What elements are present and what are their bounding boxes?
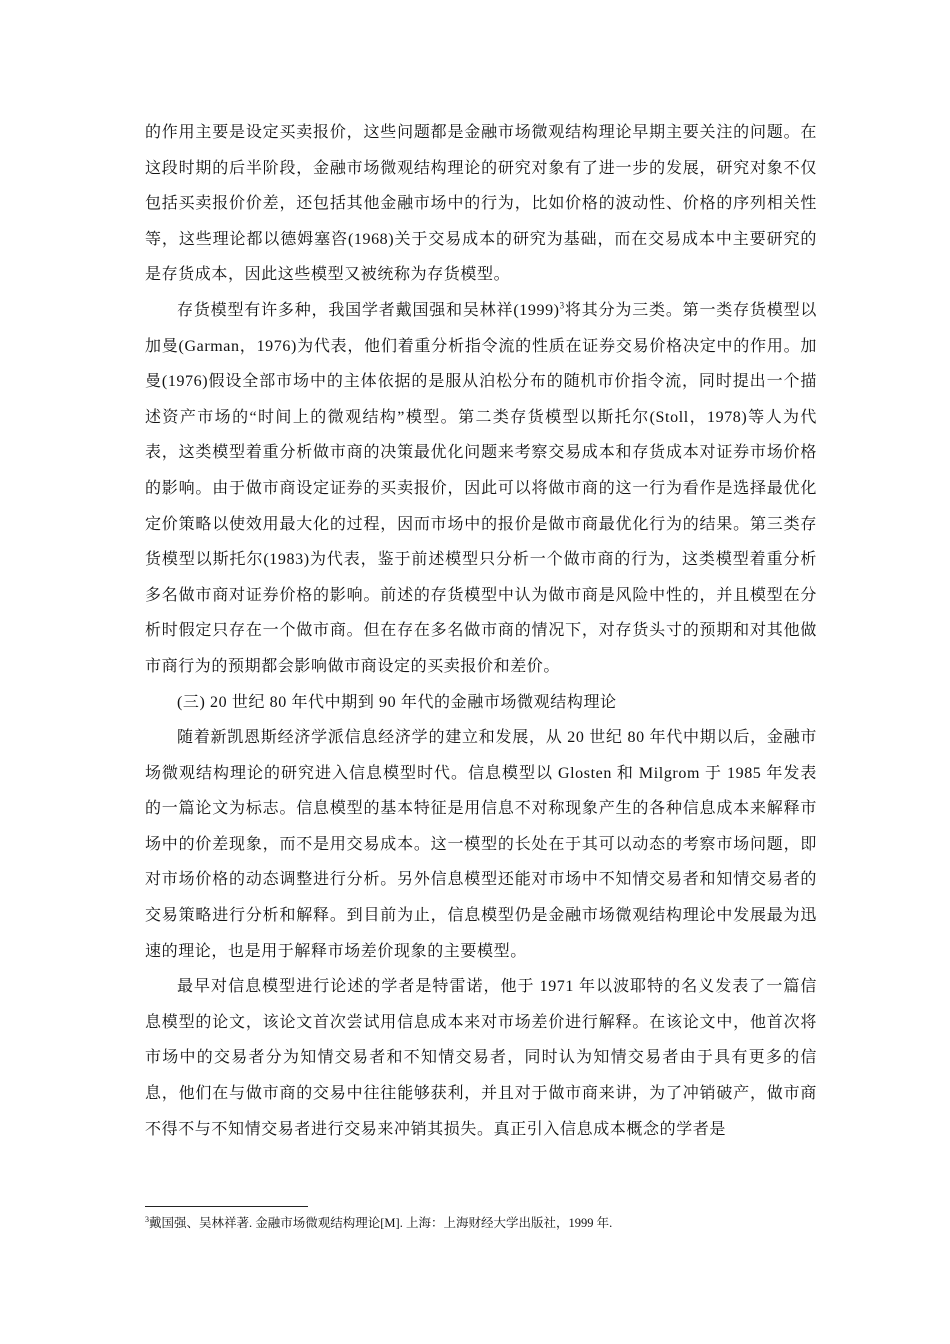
paragraph-continuation: 的作用主要是设定买卖报价，这些问题都是金融市场微观结构理论早期主要关注的问题。在这段时期的后半阶段，金融市场微观结构理论的研究对象有了进一步的发展，研究对象不仅包括买卖报价价差，还包括其他金融市场中的行为，比如价格的波动性、价格的序列相关性等，这些理论都以德姆塞咨(1968)关于交易成本的研究为基础，而在交易成本中主要研究的是存货成本，因此这些模型又被统称为存货模型。 [145,124,817,284]
footnote-text: 戴国强、吴林祥著. 金融市场微观结构理论[M]. 上海：上海财经大学出版社，1999 年. [149,1216,613,1230]
footnote-divider [145,1206,308,1207]
paragraph-text: 将其分为三类。第一类存货模型以加曼(Garman，1976)为代表，他们着重分析指令流的性质在证券交易价格决定中的作用。加曼(1976)假设全部市场中的主体依据的是服从泊松分布的随机市价指令流，同时提出一个描述资产市场的“时间上的微观结构”模型。第二类存货模型以斯托尔(Stoll，1978)等人为代表，这类模型着重分析做市商的决策最优化问题来考察交易成本和存货成本对证券市场价格的影响。由于做市商设定证券的买卖报价，因此可以将做市商的这一行为看作是选择最优化定价策略以使效用最大化的过程，因而市场中的报价是做市商最优化行为的结果。第三类存货模型以斯托尔(1983)为代表，鉴于前述模型只分析一个做市商的行为，这类模型着重分析多名做市商对证券价格的影响。前述的存货模型中认为做市商是风险中性的，并且模型在分析时假定只存在一个做市商。但在存在多名做市商的情况下，对存货头寸的预期和对其他做市商行为的预期都会影响做市商设定的买卖报价和差价。 [145,301,817,675]
footnote-reference[interactable]: 3 [559,300,565,311]
footnote [145,1214,817,1232]
section-heading: (三) 20 世纪 80 年代中期到 90 年代的金融市场微观结构理论 [177,693,617,711]
paragraph-inventory-models [145,293,817,685]
footnote-marker: 3 [145,1214,149,1224]
paragraph-treynor: 最早对信息模型进行论述的学者是特雷诺，他于 1971 年以波耶特的名义发表了一篇信息模型的论文，该论文首次尝试用信息成本来对市场差价进行解释。在该论文中，他首次将市场中的交易者分为知情交易者和不知情交易者，同时认为知情交易者由于具有更多的信息，他们在与做市商的交易中往往能够获利，并且对于做市商来讲，为了冲销破产，做市商不得不与不知情交易者进行交易来冲销其损失。真正引入信息成本概念的学者是 [145,978,817,1138]
paragraph-information-models: 随着新凯恩斯经济学派信息经济学的建立和发展，从 20 世纪 80 年代中期以后，金融市场微观结构理论的研究进入信息模型时代。信息模型以 Glosten 和 Milgrom 于 1985 年发表的一篇论文为标志。信息模型的基本特征是用信息不对称现象产生的各种信息成本来解释市场中的价差现象，而不是用交易成本。这一模型的长处在于其可以动态的考察市场问题，即对市场价格的动态调整进行分析。另外信息模型还能对市场中不知情交易者和知情交易者的交易策略进行分析和解释。到目前为止，信息模型仍是金融市场微观结构理论中发展最为迅速的理论，也是用于解释市场差价现象的主要模型。 [145,729,817,960]
body-text [145,115,817,1147]
paragraph-text: 存货模型有许多种，我国学者戴国强和吴林祥(1999) [177,301,560,319]
